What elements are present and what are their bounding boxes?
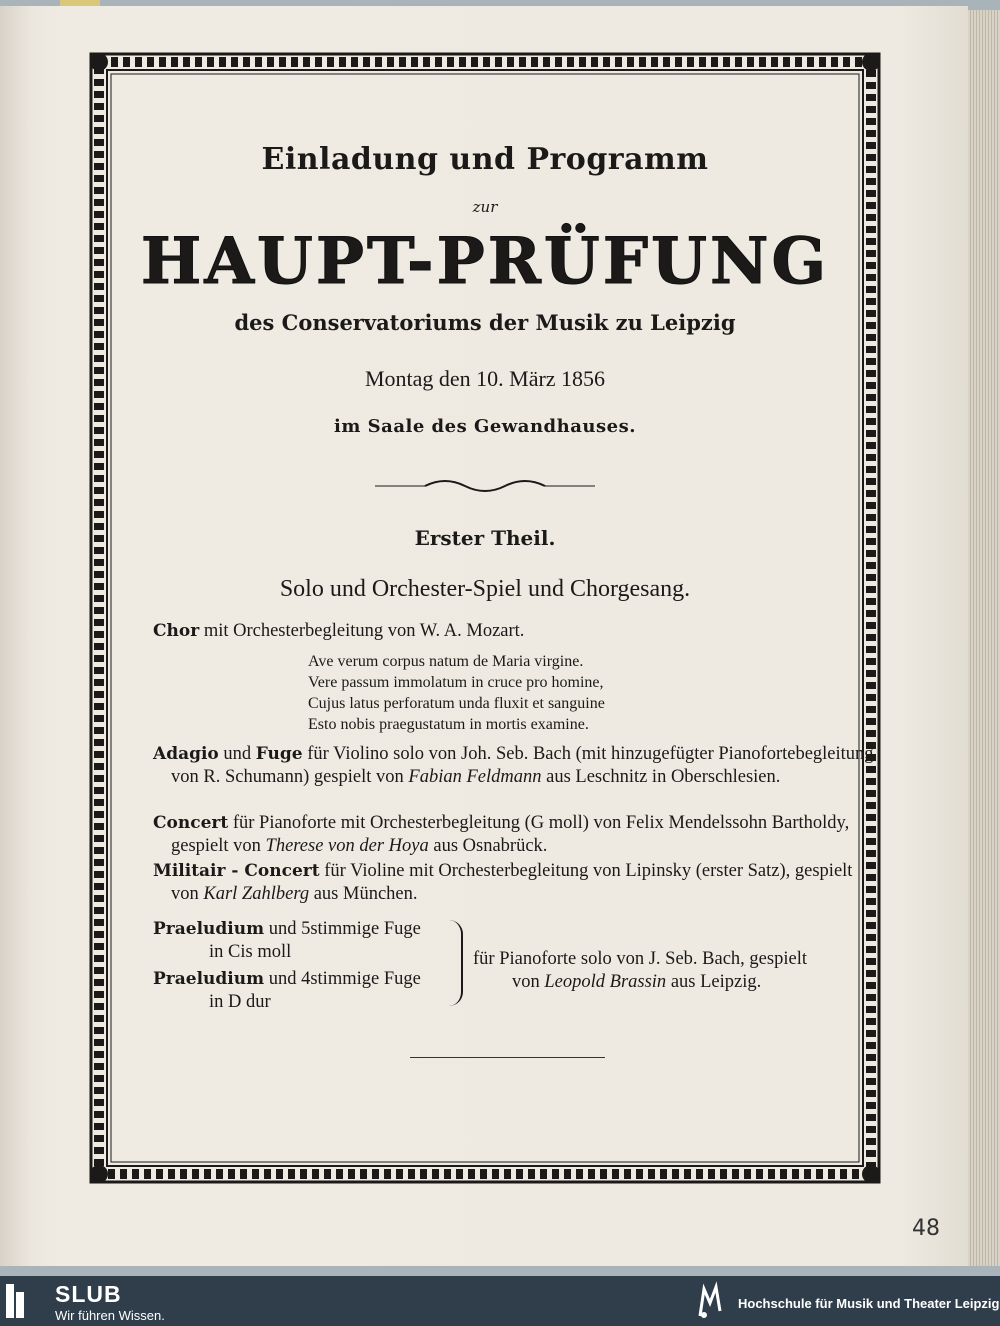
prelude-2-key: in D dur [209, 992, 271, 1012]
concert-venue: im Saale des Gewandhauses. [334, 416, 636, 437]
hmt-logo-icon [690, 1281, 730, 1321]
part-title: Erster Theil. [414, 526, 556, 550]
prelude-1-key: in Cis moll [209, 942, 292, 962]
heading-zur: zur [472, 198, 498, 216]
concert-date: Montag den 10. März 1856 [364, 366, 606, 391]
heading-main-title: HAUPT-PRÜFUNG [140, 224, 830, 299]
program-document [85, 48, 885, 1188]
program-item-chor: Chor mit Orchesterbegleitung von W. A. Mozart. [153, 621, 525, 641]
program-item-adagio: Adagio und Fuge für Violino solo von Joh. Seb. Bach (mit hinzugefügter Pianofortebegleitung von R. Schumann) gespielt von Fabian Feldmann aus Leschnitz in Oberschlesien. [153, 744, 874, 787]
hmt-name[interactable]: Hochschule für Musik und Theater Leipzig [738, 1296, 1000, 1311]
latin-line: Vere passum immolatum in cruce pro homine, [308, 674, 604, 691]
prelude-2: Praeludium und 4stimmige Fuge [153, 969, 421, 989]
viewer-footer [0, 1276, 1000, 1326]
slub-tagline: Wir führen Wissen. [55, 1308, 165, 1323]
prelude-performer-line: von Leopold Brassin aus Leipzig. [512, 972, 762, 992]
latin-line: Esto nobis praegustatum in mortis examine. [308, 716, 589, 733]
page-edges [968, 10, 1000, 1266]
prelude-1: Praeludium und 5stimmige Fuge [153, 919, 421, 939]
heading-invitation: Einladung und Programm [261, 142, 709, 177]
program-item-militair-concert: Militair - Concert für Violine mit Orchesterbegleitung von Lipinsky (erster Satz), gespielt von Karl Zahlberg aus München. [153, 861, 853, 904]
latin-line: Ave verum corpus natum de Maria virgine. [308, 653, 584, 670]
page-number: 48 [912, 1216, 940, 1241]
brace [449, 920, 463, 1006]
program-item-concert: Concert für Pianoforte mit Orchesterbegleitung (G moll) von Felix Mendelssohn Bartholdy, gespielt von Therese von der Hoya aus Osnabrück. [153, 813, 850, 856]
heading-conservatory: des Conservatoriums der Musik zu Leipzig [234, 310, 736, 335]
part-subtitle: Solo und Orchester-Spiel und Chorgesang. [279, 576, 691, 602]
prelude-description: für Pianoforte solo von J. Seb. Bach, gespielt [473, 949, 807, 969]
slub-title[interactable]: SLUB [55, 1281, 122, 1307]
closing-rule [410, 1057, 605, 1058]
latin-line: Cujus latus perforatum unda fluxit et sanguine [308, 695, 605, 712]
slub-logo-icon [6, 1284, 24, 1318]
